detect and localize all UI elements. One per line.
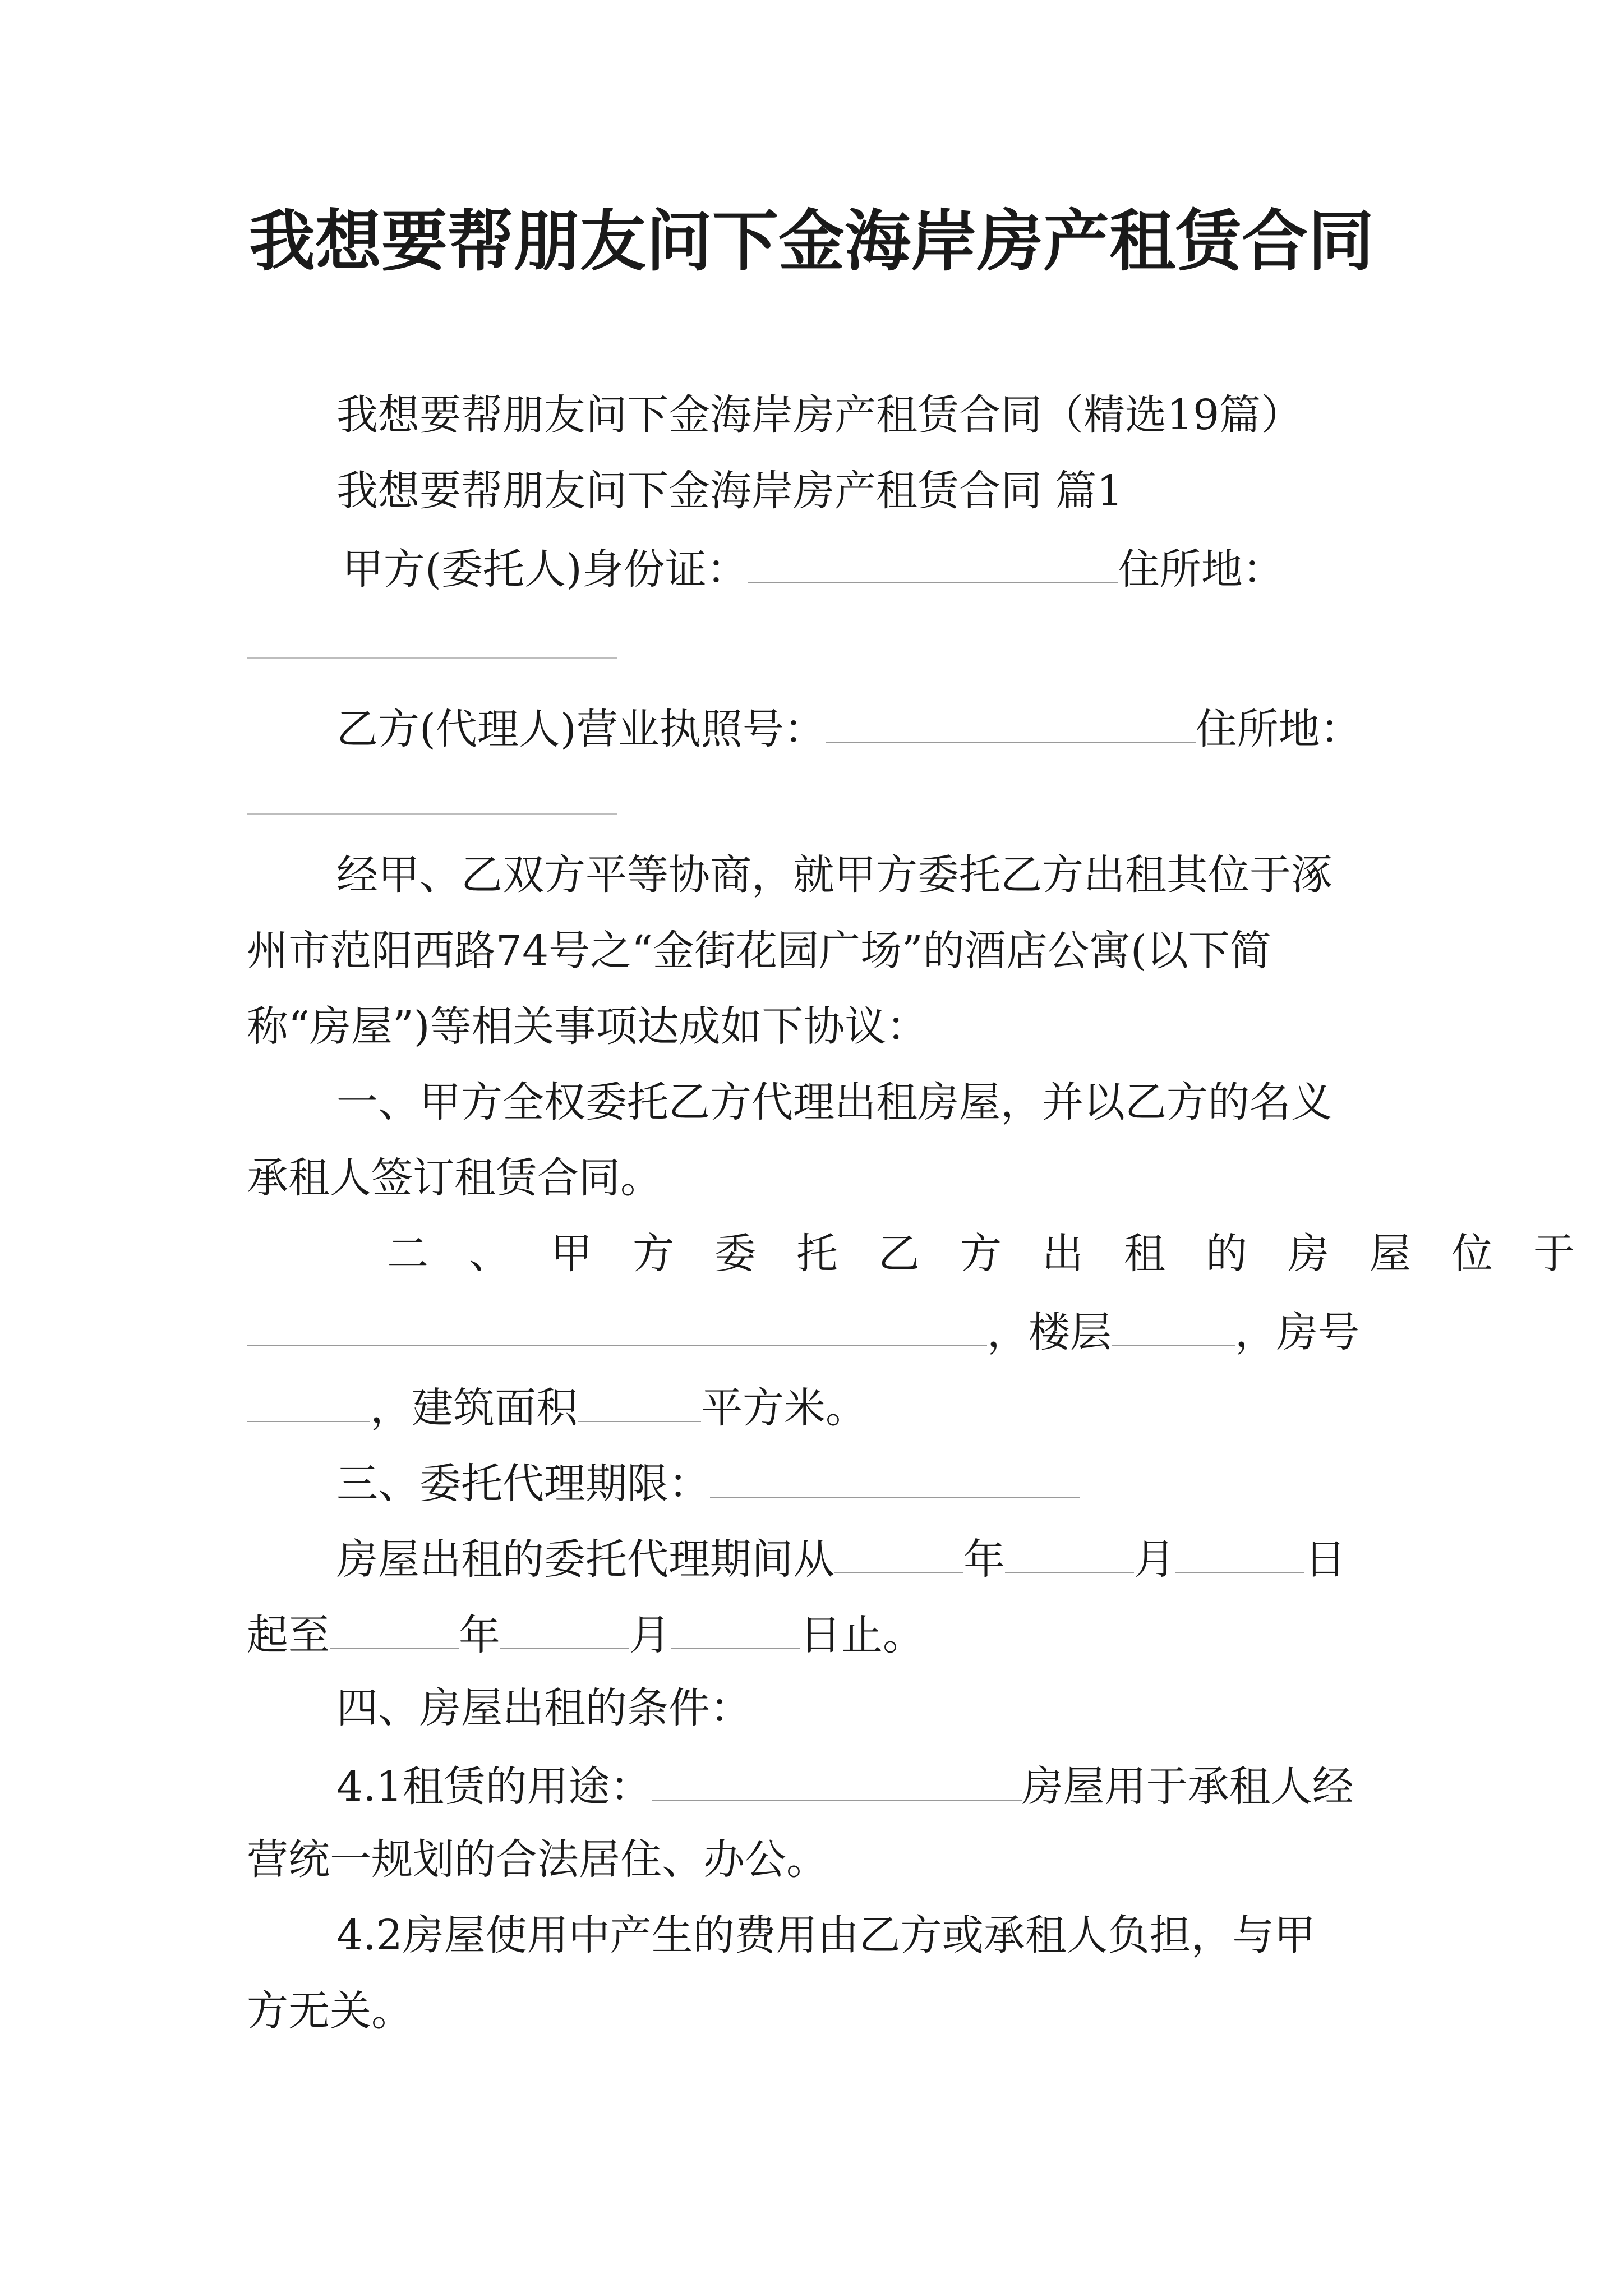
party-a-label: 甲方(委托人)身份证： <box>342 545 748 593</box>
party-b-address-label: 住所地： <box>1195 705 1362 753</box>
property-location-blank <box>247 1301 987 1346</box>
clause-1-line-2: 承租人签订租赁合同。 <box>247 1154 662 1202</box>
period-prefix: 房屋出租的委托代理期间从 <box>336 1535 834 1584</box>
party-a-line <box>342 539 1284 597</box>
floor-blank <box>1112 1301 1235 1346</box>
end-year-label: 年 <box>459 1611 500 1659</box>
clause-3-line-2 <box>336 1529 1346 1588</box>
document-subtitle: 我想要帮朋友问下金海岸房产租赁合同（精选19篇） <box>336 391 1303 439</box>
term-blank <box>710 1453 1080 1498</box>
clause-3-line-1 <box>336 1453 1080 1512</box>
preamble-line-2: 州市范阳西路74号之“金街花园广场”的酒店公寓(以下简 <box>247 927 1271 975</box>
clause-4-1-line-2: 营统一规划的合法居住、办公。 <box>247 1835 828 1884</box>
preamble-line-1: 经甲、乙双方平等协商，就甲方委托乙方出租其位于涿 <box>336 851 1332 899</box>
clause-4-2-line-2: 方无关。 <box>247 1987 413 2035</box>
end-day-blank <box>671 1604 800 1649</box>
area-blank <box>578 1377 701 1422</box>
preamble-line-3: 称“房屋”)等相关事项达成如下协议： <box>247 1002 928 1051</box>
party-a-id-blank <box>748 539 1118 583</box>
usage-blank <box>652 1756 1022 1801</box>
end-year-blank <box>330 1604 459 1649</box>
document-title: 我想要帮朋友问下金海岸房产租赁合同 <box>248 202 1374 280</box>
until-label: 起至 <box>247 1611 330 1659</box>
clause-2-line-2 <box>247 1301 1359 1360</box>
clause-4-heading: 四、房屋出租的条件： <box>336 1684 751 1732</box>
clause-1-line-1: 一、甲方全权委托乙方代理出租房屋，并以乙方的名义 <box>336 1078 1332 1126</box>
start-day-blank <box>1175 1529 1304 1573</box>
clause-4-1-line-1 <box>336 1756 1354 1815</box>
party-a-address-blank <box>247 657 617 659</box>
usage-label: 4.1租赁的用途： <box>336 1763 652 1811</box>
end-month-blank <box>500 1604 629 1649</box>
party-b-address-blank <box>247 813 617 815</box>
usage-suffix: 房屋用于承租人经 <box>1021 1763 1354 1811</box>
section-heading: 我想要帮朋友问下金海岸房产租赁合同 篇1 <box>336 467 1123 515</box>
area-suffix: 平方米。 <box>701 1384 867 1432</box>
start-year-blank <box>834 1529 963 1573</box>
party-b-line <box>336 698 1362 757</box>
party-b-label: 乙方(代理人)营业执照号： <box>336 705 826 753</box>
start-day-label: 日 <box>1304 1535 1346 1584</box>
area-prefix: ，建筑面积 <box>370 1384 578 1432</box>
party-b-license-blank <box>826 698 1196 743</box>
floor-label: ，楼层 <box>987 1308 1112 1356</box>
clause-2-line-1: 二、甲方委托乙方出租的房屋位于 <box>387 1230 1615 1278</box>
party-a-address-label: 住所地： <box>1118 545 1284 593</box>
room-number-blank <box>247 1377 370 1422</box>
start-month-blank <box>1005 1529 1134 1573</box>
start-month-label: 月 <box>1134 1535 1175 1584</box>
end-month-label: 月 <box>629 1611 671 1659</box>
end-suffix: 日止。 <box>800 1611 924 1659</box>
clause-2-line-3 <box>247 1377 867 1436</box>
clause-3-line-3 <box>247 1604 924 1663</box>
room-label: ，房号 <box>1235 1308 1359 1356</box>
term-label: 三、委托代理期限： <box>336 1460 710 1508</box>
start-year-label: 年 <box>963 1535 1005 1584</box>
clause-4-2-line-1: 4.2房屋使用中产生的费用由乙方或承租人负担，与甲 <box>336 1911 1316 1959</box>
